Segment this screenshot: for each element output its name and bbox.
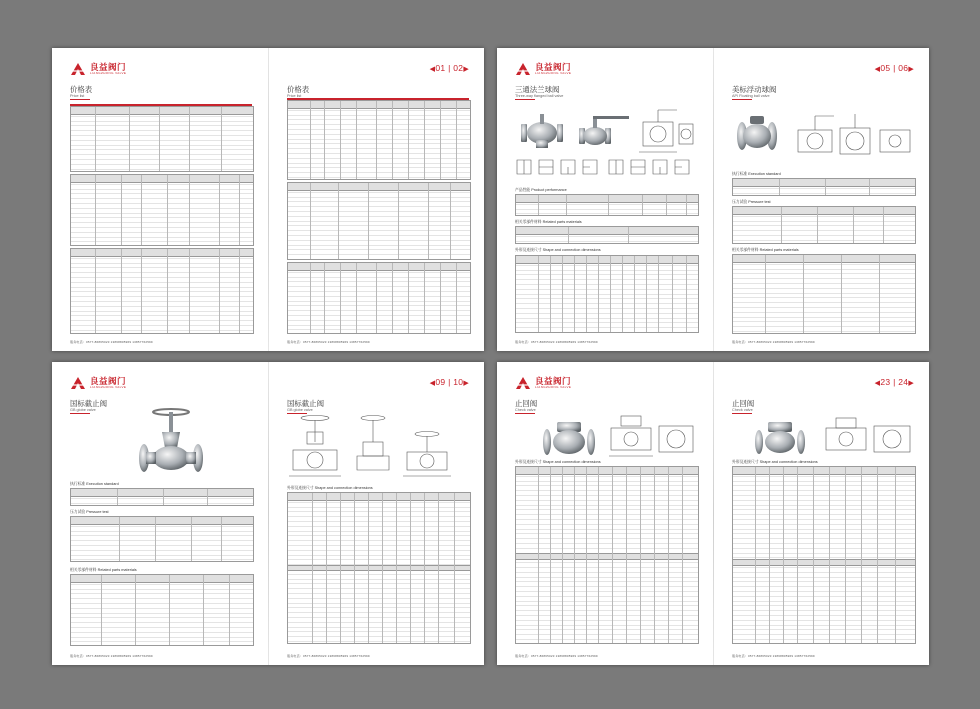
ball-valve-photo: [519, 110, 565, 150]
technical-drawing: [287, 412, 471, 484]
performance-table: [515, 194, 699, 216]
page-title-en: Check valve: [732, 408, 753, 413]
brochure-spread-3: [52, 362, 484, 665]
footer-contact: 服务电话：0577-86865023 13868805969 13857762599: [70, 654, 153, 658]
dimensions-table: [515, 466, 699, 644]
page-title-cn: 国标截止阀: [70, 399, 107, 408]
page-left: [52, 48, 268, 351]
materials-table: [732, 254, 916, 334]
page-title: [732, 400, 754, 414]
brand-name: 良益阀门: [535, 61, 572, 72]
brand-logo: [70, 376, 126, 390]
brand-name-en: LIANGZHONG VALVE: [535, 385, 572, 390]
footer-contact: 服务电话：0577-86865023 13868805969 13857762599: [515, 340, 598, 344]
standard-table: [70, 488, 254, 506]
section-heading: 外形及连接尺寸 Shape and connection dimensions: [287, 486, 373, 490]
page-right: [269, 48, 485, 351]
page-numbers: [875, 63, 914, 73]
valve-logo-icon: [70, 62, 86, 76]
page-title-cn: 止回阀: [732, 399, 755, 408]
page-title-cn: 价格表: [70, 85, 93, 94]
prev-arrow-icon: ◀: [429, 66, 436, 73]
page-title-en: Price list: [287, 94, 302, 99]
standard-table: [732, 178, 916, 196]
footer-contact: 服务电话：0577-86865023 13868805969 13857762599: [732, 340, 815, 344]
page-title-en: API Floating ball valve: [732, 94, 770, 99]
valve-logo-icon: [515, 376, 531, 390]
page-title-cn: 国标截止阀: [287, 399, 324, 408]
page-numbers: [430, 377, 469, 387]
section-heading: 产品性能 Product performance: [515, 188, 567, 192]
page-title-cn: 美标浮动球阀: [732, 85, 777, 94]
section-heading: 外形及连接尺寸 Shape and connection dimensions: [515, 248, 601, 252]
page-left: [497, 362, 713, 665]
brochure-spread-2: [497, 48, 929, 351]
page-title-en: Price list: [70, 94, 85, 99]
page-title: [515, 400, 537, 414]
price-table: [287, 100, 471, 180]
brand-name-en: LIANGZHONG VALVE: [535, 71, 572, 76]
floating-ball-valve-photo: [732, 108, 782, 154]
page-title-en: GB globe valve: [70, 408, 96, 413]
pressure-table: [70, 516, 254, 562]
brand-logo: [70, 62, 126, 76]
page-number-text: 01 | 02: [435, 63, 464, 73]
page-title-en: Three-way flanged ball valve: [515, 94, 564, 99]
next-arrow-icon: ▶: [463, 380, 469, 387]
brand-logo: [515, 62, 571, 76]
section-heading: 外形及连接尺寸 Shape and connection dimensions: [515, 460, 601, 464]
price-table: [70, 174, 254, 246]
next-arrow-icon: ▶: [463, 66, 469, 73]
brand-name-en: LIANGZHONG VALVE: [90, 71, 127, 76]
page-title: [515, 86, 563, 100]
page-title-en: GB globe valve: [287, 408, 313, 413]
page-title-cn: 价格表: [287, 85, 310, 94]
brand-name: 良益阀门: [90, 375, 127, 386]
section-heading: 相关零部件材料 Related parts materials: [515, 220, 582, 224]
dimensions-table: [287, 492, 471, 644]
check-valve-photo: [541, 416, 597, 458]
page-title-en: Check valve: [515, 408, 536, 413]
materials-table: [70, 574, 254, 646]
dimensions-table: [515, 255, 699, 333]
footer-contact: 服务电话：0577-86865023 13868805969 13857762599: [287, 340, 370, 344]
page-title-cn: 三通法兰球阀: [515, 85, 560, 94]
page-title-cn: 止回阀: [515, 399, 538, 408]
footer-contact: 服务电话：0577-86865023 13868805969 13857762599: [287, 654, 370, 658]
prev-arrow-icon: ◀: [874, 66, 881, 73]
page-numbers: [430, 63, 469, 73]
footer-contact: 服务电话：0577-86865023 13868805969 13857762599: [515, 654, 598, 658]
page-number-text: 05 | 06: [880, 63, 909, 73]
page-right: [714, 362, 930, 665]
check-valve-photo: [754, 418, 806, 458]
page-numbers: [875, 377, 914, 387]
technical-drawing: [607, 412, 699, 464]
brand-logo: [515, 376, 571, 390]
next-arrow-icon: ▶: [908, 380, 914, 387]
section-heading: 外形及连接尺寸 Shape and connection dimensions: [732, 460, 818, 464]
section-heading: 压力试验 Pressure test: [70, 510, 109, 514]
page-title: [70, 86, 92, 100]
technical-drawing: [794, 108, 916, 168]
technical-drawing: [822, 416, 916, 462]
price-table: [287, 262, 471, 334]
price-table: [70, 106, 254, 172]
prev-arrow-icon: ◀: [429, 380, 436, 387]
page-number-text: 09 | 10: [435, 377, 464, 387]
page-title: [732, 86, 776, 100]
page-number-text: 23 | 24: [880, 377, 909, 387]
globe-valve-photo: [134, 406, 208, 478]
porting-diagrams: [513, 156, 699, 178]
footer-contact: 服务电话：0577-86865023 13868805969 13857762599: [70, 340, 153, 344]
footer-contact: 服务电话：0577-86865023 13868805969 13857762599: [732, 654, 815, 658]
valve-logo-icon: [515, 62, 531, 76]
brochure-spread-1: [52, 48, 484, 351]
page-right: [714, 48, 930, 351]
dimensions-table: [732, 466, 916, 644]
section-heading: 压力试验 Pressure test: [732, 200, 771, 204]
page-title: [70, 400, 107, 414]
brochure-spread-4: [497, 362, 929, 665]
brand-name: 良益阀门: [90, 61, 127, 72]
section-heading: 相关零部件材料 Related parts materials: [732, 248, 799, 252]
page-left: [497, 48, 713, 351]
brand-name: 良益阀门: [535, 375, 572, 386]
section-heading: 执行标准 Execution standard: [732, 172, 781, 176]
ball-valve-photo: [575, 112, 631, 148]
page-left: [52, 362, 268, 665]
materials-table: [515, 226, 699, 244]
price-table: [287, 182, 471, 260]
section-heading: 执行标准 Execution standard: [70, 482, 119, 486]
brand-name-en: LIANGZHONG VALVE: [90, 385, 127, 390]
pressure-table: [732, 206, 916, 244]
price-table: [70, 248, 254, 334]
page-right: [269, 362, 485, 665]
next-arrow-icon: ▶: [908, 66, 914, 73]
valve-logo-icon: [70, 376, 86, 390]
prev-arrow-icon: ◀: [874, 380, 881, 387]
section-heading: 相关零部件材料 Related parts materials: [70, 568, 137, 572]
